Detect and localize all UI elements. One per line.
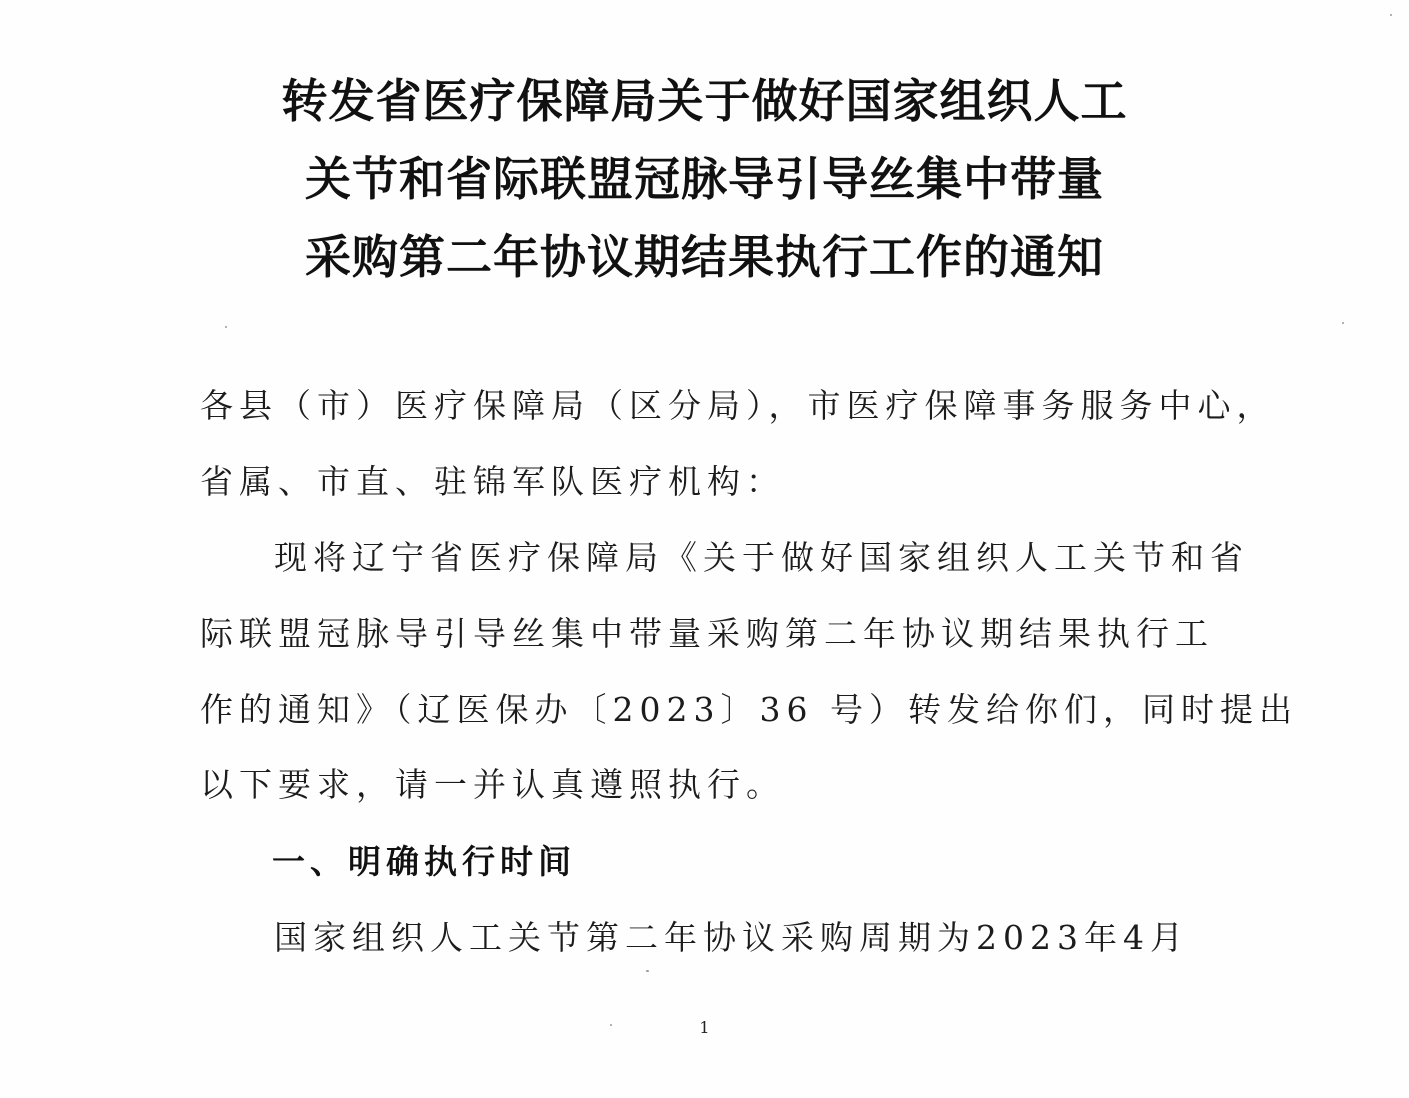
page-number: 1 bbox=[699, 1018, 710, 1037]
section-1-heading: 一、明确执行时间 bbox=[272, 842, 576, 881]
paragraph-1-line-3: 作的通知》（辽医保办〔2023〕36 号）转发给你们，同时提出 bbox=[200, 690, 1298, 729]
section-1-paragraph-line-1: 国家组织人工关节第二年协议采购周期为2023年4月 bbox=[274, 918, 1189, 957]
paragraph-1-line-2: 际联盟冠脉导引导丝集中带量采购第二年协议期结果执行工 bbox=[200, 614, 1214, 653]
scan-speck bbox=[225, 326, 227, 328]
paragraph-1-line-1: 现将辽宁省医疗保障局《关于做好国家组织人工关节和省 bbox=[274, 538, 1249, 577]
title-line-3: 采购第二年协议期结果执行工作的通知 bbox=[305, 230, 1104, 284]
salutation-line-2: 省属、市直、驻锦军队医疗机构： bbox=[200, 462, 785, 501]
scan-speck bbox=[1390, 14, 1392, 16]
scan-speck bbox=[610, 1024, 612, 1026]
paragraph-1-line-4: 以下要求，请一并认真遵照执行。 bbox=[200, 765, 785, 804]
salutation-line-1: 各县（市）医疗保障局（区分局），市医疗保障事务服务中心， bbox=[200, 386, 1276, 425]
title-line-2: 关节和省际联盟冠脉导引导丝集中带量 bbox=[305, 152, 1104, 206]
scan-speck bbox=[1342, 322, 1344, 324]
scan-speck bbox=[646, 970, 649, 972]
document-title bbox=[0, 62, 1409, 296]
title-line-1: 转发省医疗保障局关于做好国家组织人工 bbox=[281, 74, 1128, 128]
